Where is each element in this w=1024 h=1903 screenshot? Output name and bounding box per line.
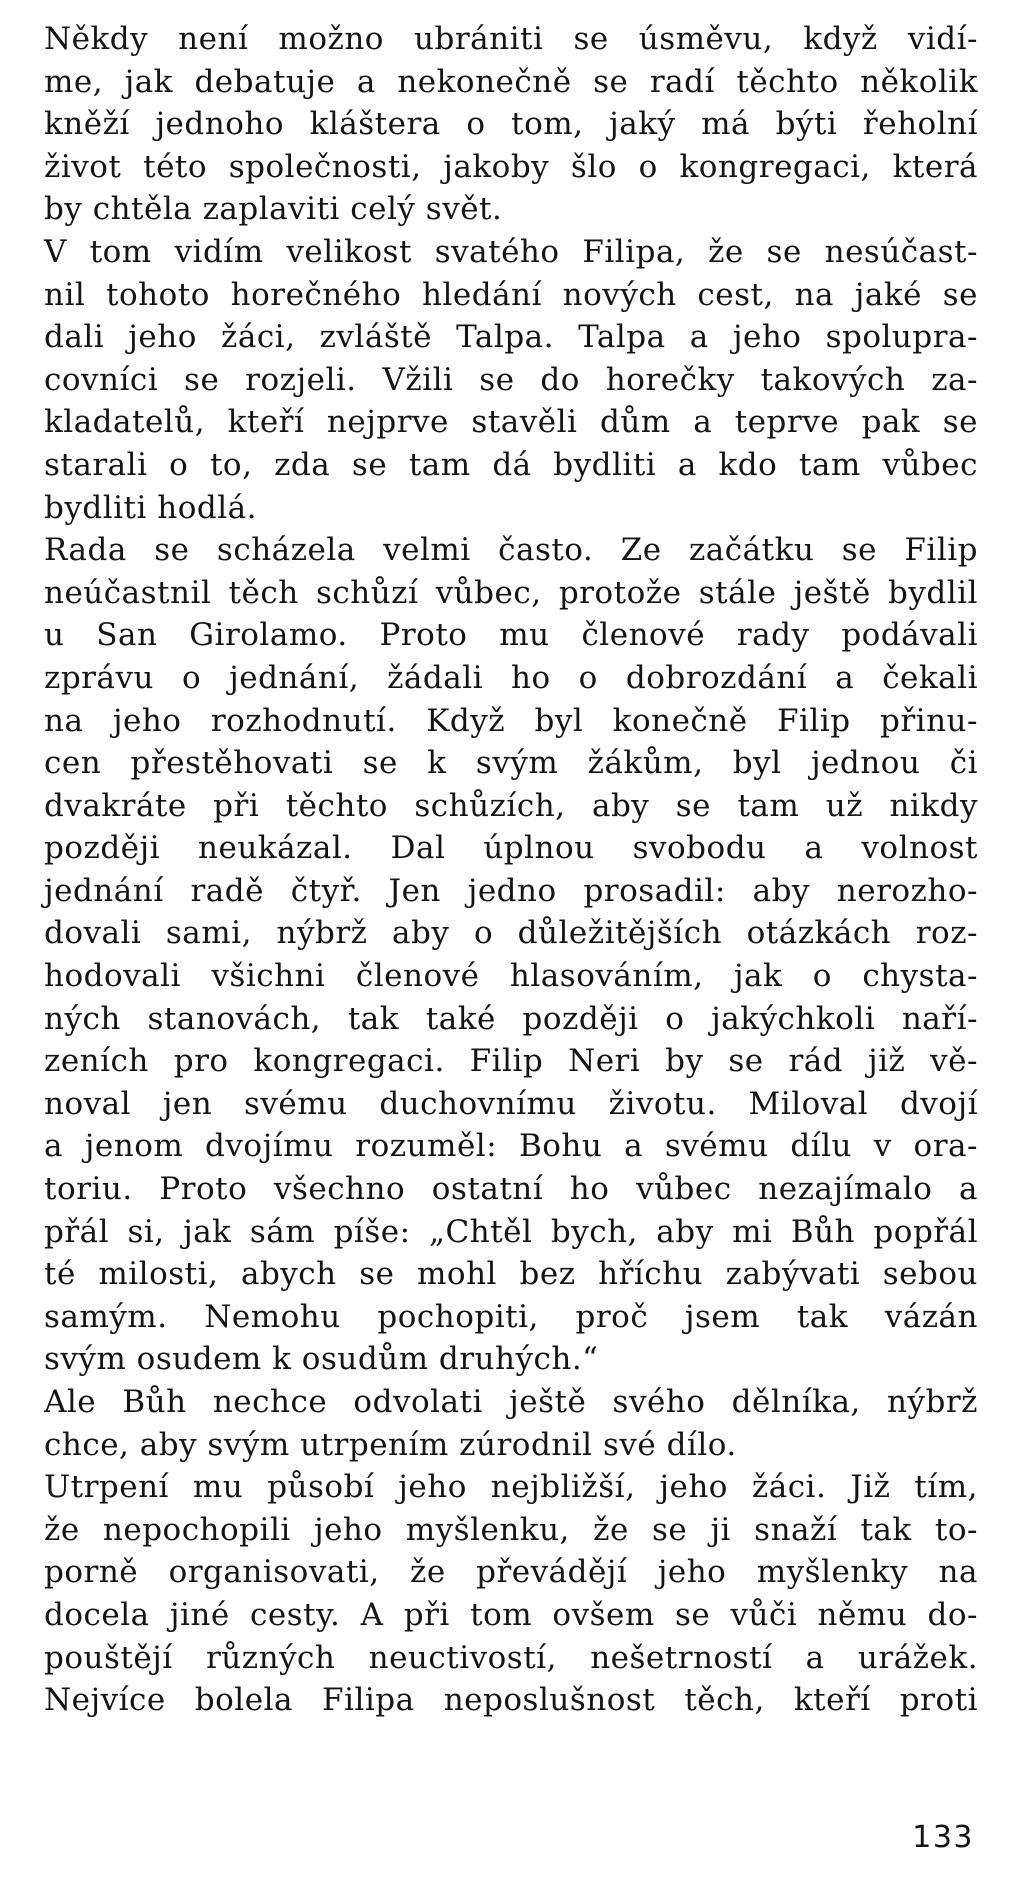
text-line: porně organisovati, že převádějí jeho myšlenky na [44, 1554, 978, 1591]
text-line: Ale Bůh nechce odvolati ještě svého dělníka, nýbrž [44, 1384, 978, 1420]
text-line: ných stanovách, tak také později o jakýchkoli naří- [44, 1000, 978, 1037]
text-line: jednání radě čtyř. Jen jedno prosadil: aby nerozho- [44, 872, 978, 909]
text-line: docela jiné cesty. A při tom ovšem se vůči němu do- [44, 1596, 978, 1633]
page-number: 133 [912, 1820, 974, 1855]
text-line: zeních pro kongregaci. Filip Neri by se rád již vě- [44, 1043, 978, 1080]
text-line: kněží jednoho kláštera o tom, jaký má býti řeholní [44, 106, 978, 143]
paragraph-5 [44, 1466, 978, 1722]
text-line: a jenom dvojímu rozuměl: Bohu a svému dílu v ora- [44, 1128, 978, 1165]
body-text [44, 18, 978, 1722]
text-line: toriu. Proto všechno ostatní ho vůbec nezajímalo a [44, 1171, 978, 1208]
text-line: hodovali všichni členové hlasováním, jak o chysta- [44, 958, 978, 995]
text-line: Utrpení mu působí jeho nejbližší, jeho žáci. Již tím, [44, 1469, 978, 1506]
text-line: dvakráte při těchto schůzích, aby se tam už nikdy [44, 787, 978, 824]
text-line: pouštějí různých neuctivostí, nešetrností a urážek. [44, 1639, 978, 1676]
text-line: starali o to, zda se tam dá bydliti a kdo tam vůbec [44, 446, 978, 483]
text-line: Rada se scházela velmi často. Ze začátku se Filip [44, 532, 978, 569]
text-line: me, jak debatuje a nekonečně se radí těchto několik [44, 63, 978, 100]
text-line: Někdy není možno ubrániti se úsměvu, když vidí- [44, 21, 978, 57]
text-line: neúčastnil těch schůzí vůbec, protože stále ještě bydlil [44, 574, 978, 611]
text-line: té milosti, abych se mohl bez hříchu zabývati sebou [44, 1256, 978, 1293]
text-line: dali jeho žáci, zvláště Talpa. Talpa a jeho spolupra- [44, 319, 978, 356]
text-line: V tom vidím velikost svatého Filipa, že se nesúčast- [44, 233, 978, 270]
text-line: zprávu o jednání, žádali ho o dobrozdání a čekali [44, 659, 978, 696]
text-line: později neukázal. Dal úplnou svobodu a volnost [44, 830, 978, 867]
text-line: bydliti hodlá. [44, 489, 257, 526]
paragraph-4 [44, 1381, 978, 1466]
text-line: nil tohoto horečného hledání nových cest, na jaké se [44, 276, 978, 313]
paragraph-1 [44, 18, 978, 231]
text-line: svým osudem k osudům druhých.“ [44, 1341, 599, 1378]
text-line: přál si, jak sám píše: „Chtěl bych, aby mi Bůh popřál [44, 1213, 978, 1250]
text-line: samým. Nemohu pochopiti, proč jsem tak vázán [44, 1298, 978, 1335]
text-line: covníci se rozjeli. Vžili se do horečky takových za- [44, 361, 978, 398]
text-line: cen přestěhovati se k svým žákům, byl jednou či [44, 745, 978, 782]
text-line: dovali sami, nýbrž aby o důležitějších otázkách roz- [44, 915, 978, 952]
text-line: že nepochopili jeho myšlenku, že se ji snaží tak to- [44, 1511, 978, 1548]
text-line: na jeho rozhodnutí. Když byl konečně Filip přinu- [44, 702, 978, 739]
text-line: život této společnosti, jakoby šlo o kongregaci, která [44, 148, 978, 185]
paragraph-2 [44, 231, 978, 529]
text-line: u San Girolamo. Proto mu členové rady podávali [44, 617, 978, 654]
text-line: noval jen svému duchovnímu životu. Miloval dvojí [44, 1085, 978, 1122]
paragraph-3 [44, 529, 978, 1381]
text-line: chce, aby svým utrpením zúrodnil své dílo. [44, 1426, 737, 1463]
text-line: Nejvíce bolela Filipa neposlušnost těch, kteří proti [44, 1682, 978, 1719]
text-line: by chtěla zaplaviti celý svět. [44, 191, 503, 228]
text-line: kladatelů, kteří nejprve stavěli dům a teprve pak se [44, 404, 978, 441]
